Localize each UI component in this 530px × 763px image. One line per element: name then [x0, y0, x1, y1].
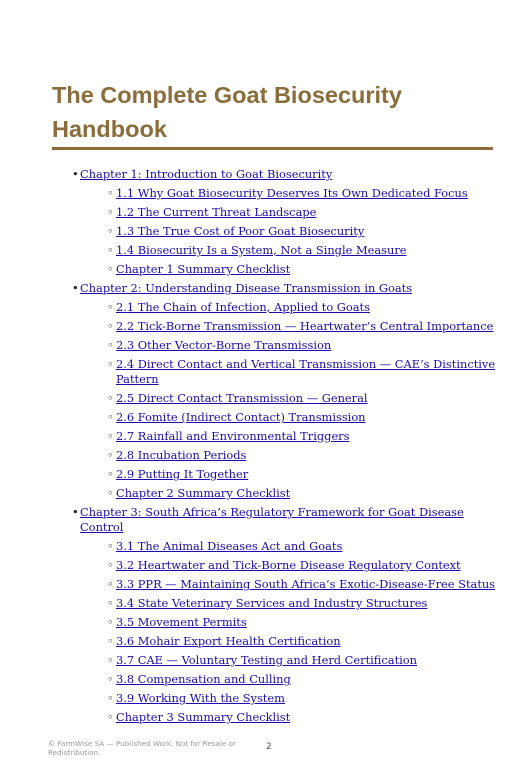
toc-section-item	[80, 429, 502, 444]
toc-section-link[interactable]: 2.6 Fomite (Indirect Contact) Transmission	[116, 410, 366, 424]
toc-section-item	[80, 558, 502, 573]
toc-section-link[interactable]: 2.1 The Chain of Infection, Applied to Goats	[116, 300, 370, 314]
toc-section-list	[80, 539, 502, 725]
toc-section-item	[80, 615, 502, 630]
toc-section-link[interactable]: 3.5 Movement Permits	[116, 615, 247, 629]
toc-chapter-item	[72, 281, 502, 501]
toc-section-link[interactable]: Chapter 3 Summary Checklist	[116, 710, 291, 724]
toc-section-item	[80, 391, 502, 406]
toc-section-link[interactable]: 3.8 Compensation and Culling	[116, 672, 291, 686]
toc-section-item	[80, 243, 502, 258]
toc-section-link[interactable]: 2.7 Rainfall and Environmental Triggers	[116, 429, 350, 443]
toc-section-link[interactable]: 2.3 Other Vector-Borne Transmission	[116, 338, 332, 352]
toc-section-item	[80, 467, 502, 482]
toc-section-link[interactable]: 3.3 PPR — Maintaining South Africa’s Exotic-Disease-Free Status	[116, 577, 496, 591]
toc-section-link[interactable]: 2.4 Direct Contact and Vertical Transmission — CAE’s Distinctive Pattern	[116, 357, 496, 386]
toc-section-link[interactable]: Chapter 1 Summary Checklist	[116, 262, 291, 276]
toc-section-item	[80, 186, 502, 201]
toc-section-item	[80, 691, 502, 706]
toc-chapter-link[interactable]: • Chapter 1: Introduction to Goat Biosecurity	[80, 167, 333, 181]
toc-section-link[interactable]: 1.1 Why Goat Biosecurity Deserves Its Own Dedicated Focus	[116, 186, 468, 200]
toc-section-link[interactable]: 1.4 Biosecurity Is a System, Not a Single Measure	[116, 243, 407, 257]
toc-section-item	[80, 486, 502, 501]
toc-chapter-link[interactable]: • Chapter 3: South Africa’s Regulatory Framework for Goat Disease Control	[80, 505, 464, 534]
toc-section-link[interactable]: Chapter 2 Summary Checklist	[116, 486, 291, 500]
toc-section-link[interactable]: 3.1 The Animal Diseases Act and Goats	[116, 539, 343, 553]
toc-section-item	[80, 577, 502, 592]
toc-section-link[interactable]: 3.6 Mohair Export Health Certification	[116, 634, 341, 648]
table-of-contents	[72, 167, 502, 729]
toc-chapter-item	[72, 167, 502, 277]
toc-section-link[interactable]: 1.3 The True Cost of Poor Goat Biosecurity	[116, 224, 365, 238]
toc-section-item	[80, 338, 502, 353]
toc-section-item	[80, 672, 502, 687]
toc-section-item	[80, 634, 502, 649]
toc-section-item	[80, 653, 502, 668]
copyright-notice: © FarmWise SA — Published Work. Not for Resale or Redistribution.	[48, 739, 236, 757]
toc-section-item	[80, 300, 502, 315]
toc-section-link[interactable]: 2.5 Direct Contact Transmission — General	[116, 391, 368, 405]
toc-section-item	[80, 596, 502, 611]
toc-section-list	[80, 186, 502, 277]
toc-chapter-item	[72, 505, 502, 725]
toc-section-item	[80, 319, 502, 334]
toc-section-link[interactable]: 3.4 State Veterinary Services and Industry Structures	[116, 596, 428, 610]
toc-section-item	[80, 410, 502, 425]
toc-section-item	[80, 710, 502, 725]
toc-section-item	[80, 224, 502, 239]
toc-chapter-link[interactable]: • Chapter 2: Understanding Disease Transmission in Goats	[80, 281, 413, 295]
toc-section-link[interactable]: 3.2 Heartwater and Tick-Borne Disease Regulatory Context	[116, 558, 461, 572]
page-title: The Complete Goat Biosecurity Handbook	[52, 82, 402, 142]
toc-section-link[interactable]: 2.8 Incubation Periods	[116, 448, 247, 462]
toc-section-link[interactable]: 2.9 Putting It Together	[116, 467, 249, 481]
toc-section-link[interactable]: 1.2 The Current Threat Landscape	[116, 205, 317, 219]
title-divider	[52, 147, 493, 150]
toc-section-item	[80, 205, 502, 220]
toc-section-link[interactable]: 3.7 CAE — Voluntary Testing and Herd Certification	[116, 653, 417, 667]
toc-section-item	[80, 448, 502, 463]
toc-section-item	[80, 262, 502, 277]
toc-section-list	[80, 300, 502, 501]
toc-section-item	[80, 357, 502, 387]
toc-section-link[interactable]: 2.2 Tick-Borne Transmission — Heartwater’s Central Importance	[116, 319, 494, 333]
toc-section-item	[80, 539, 502, 554]
toc-section-link[interactable]: 3.9 Working With the System	[116, 691, 285, 705]
page-number: 2	[266, 742, 272, 752]
